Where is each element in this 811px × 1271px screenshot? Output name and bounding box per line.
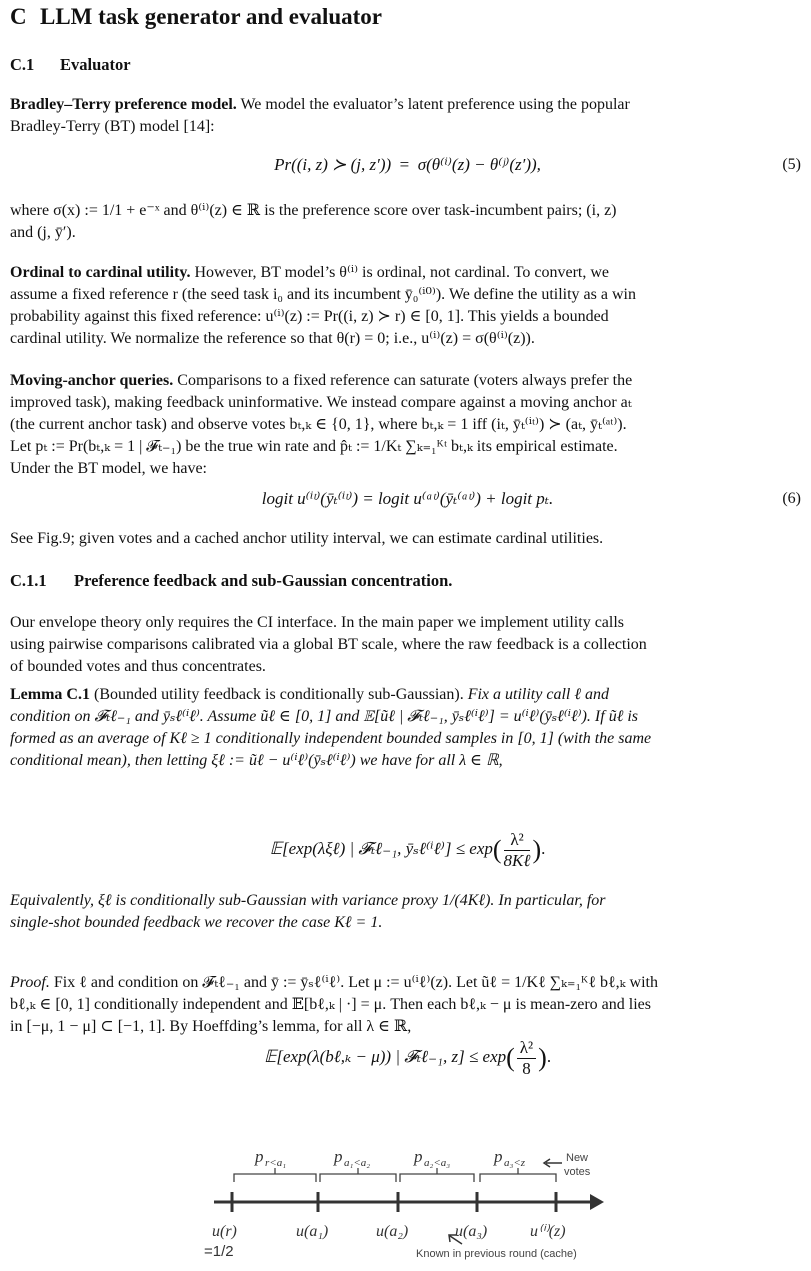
paragraph-moving-anchor: [10, 370, 805, 480]
bracket-label-p: p: [255, 1147, 264, 1166]
equation-rhs: σ(θ⁽ⁱ⁾(z) − θ⁽ʲ⁾(z′)),: [417, 155, 541, 174]
equation-number: (5): [782, 156, 801, 173]
lemma-c1: [10, 684, 805, 772]
equation-6: [10, 484, 805, 514]
fraction-numerator: λ²: [504, 830, 531, 851]
bracket-a3-z: [480, 1168, 556, 1182]
proof-text: bℓ,ₖ ∈ [0, 1] conditionally independent and 𝔼[bℓ,ₖ | ·] = μ. Then each bℓ,ₖ − μ is mean-zero and lies: [10, 996, 651, 1013]
section-heading: [10, 2, 382, 32]
paragraph-text: where σ(x) := 1/1 + e⁻ˣ and θ⁽ⁱ⁾(z) ∈ ℝ is the preference score over task-incumbent pairs; (i, z): [10, 202, 617, 219]
subsubsection-number: C.1.1: [10, 571, 47, 590]
paragraph-text: single-shot bounded feedback we recover the case Kℓ = 1.: [10, 914, 383, 931]
equation-lemma-bound: 𝔼[exp(λξℓ) | 𝓕ₜℓ₋₁, ȳₛℓ⁽ⁱℓ⁾] ≤ exp( $\frac{\text{λ²}}{\text{8Kℓ}}$ ).: [269, 829, 546, 870]
paragraph-text: We model the evaluator’s latent preference using the popular: [236, 96, 630, 113]
paragraph-see-figure: See Fig.9; given votes and a cached anchor utility interval, we can estimate cardinal utilities.: [10, 530, 604, 547]
paragraph-text: of bounded votes and thus concentrates.: [10, 658, 266, 675]
bracket-label-p: p: [334, 1147, 343, 1166]
paragraph-lead: Bradley–Terry preference model.: [10, 96, 237, 113]
paragraph-text: Our envelope theory only requires the CI interface. In the main paper we implement utility calls: [10, 614, 625, 631]
fraction-numerator: λ²: [517, 1038, 536, 1059]
equation-hoeffding: 𝔼[exp(λ(bℓ,ₖ − μ)) | 𝓕ₜℓ₋₁, z] ≤ exp( $\frac{\text{λ²}}{8}$ ).: [263, 1037, 552, 1078]
paragraph-text: Let pₜ := Pr(bₜ,ₖ = 1 | 𝓕ₜ₋₁) be the true win rate and p̂ₜ := 1/Kₜ ∑ₖ₌₁ᴷᵗ bₜ,ₖ its empirical estimate.: [10, 438, 618, 455]
fraction: [517, 1038, 536, 1079]
lemma-label: Lemma C.1: [10, 686, 90, 703]
lemma-text: conditional mean), then letting ξℓ := ũℓ − u⁽ⁱℓ⁾(ȳₛℓ⁽ⁱℓ⁾) we have for all λ ∈ ℝ,: [10, 752, 503, 769]
equation-number: (6): [782, 490, 801, 507]
bracket-label-sub: a₁<a₂: [344, 1157, 371, 1169]
fraction-denominator: 8: [522, 1058, 531, 1078]
subsubsection-title: Preference feedback and sub-Gaussian concentration.: [74, 571, 453, 590]
subsection-heading: [10, 54, 131, 76]
new-votes-label: New: [566, 1152, 589, 1164]
fraction: [504, 830, 531, 871]
tick-label: u⁽ⁱ⁾(z): [530, 1223, 566, 1240]
paragraph-ordinal: [10, 262, 805, 350]
tick-label: u(a₃): [455, 1223, 488, 1240]
equation-lhs: 𝔼[exp(λξℓ) | 𝓕ₜℓ₋₁, ȳₛℓ⁽ⁱℓ⁾] ≤ exp: [269, 839, 493, 858]
paragraph-text: assume a fixed reference r (the seed task i₀ and its incumbent ȳ₀⁽ⁱ⁰⁾). We define the utility as a win: [10, 286, 636, 303]
section-title: LLM task generator and evaluator: [40, 4, 383, 29]
paragraph-text: using pairwise comparisons calibrated via a global BT scale, where the raw feedback is a collection: [10, 636, 647, 653]
paragraph-text: cardinal utility. We normalize the reference so that θ(r) = 0; i.e., u⁽ⁱ⁾(z) = σ(θ⁽ⁱ⁾(z)).: [10, 330, 535, 347]
paragraph-text: (the current anchor task) and observe votes bₜ,ₖ ∈ {0, 1}, where bₜ,ₖ = 1 iff (iₜ, ȳₜ⁽ⁱᵗ⁾) ≻ (aₜ, ȳₜ⁽ᵃᵗ⁾).: [10, 416, 627, 433]
bracket-label-sub: a₃<z: [504, 1157, 526, 1169]
paragraph-bt-model: [10, 94, 805, 138]
paragraph-text: probability against this fixed reference: u⁽ⁱ⁾(z) := Pr((i, z) ≻ r) ∈ [0, 1]. This yields a bounded: [10, 308, 609, 325]
paragraph-text: improved task), making feedback uninformative. We instead compare against a moving anchor aₜ: [10, 394, 632, 411]
bracket-label-sub: a₂<a₃: [424, 1157, 451, 1169]
proof-text: Fix ℓ and condition on 𝓕ₜℓ₋₁ and ȳ := ȳₛℓ⁽ⁱℓ⁾. Let μ := u⁽ⁱℓ⁾(z). Let ũℓ = 1/Kℓ ∑ₖ₌₁ᴷℓ bℓ,ₖ with: [49, 974, 658, 991]
bracket-group: [234, 1168, 556, 1182]
subsection-number: C.1: [10, 55, 35, 74]
paragraph-lead: Moving-anchor queries.: [10, 372, 174, 389]
paragraph-lead: Ordinal to cardinal utility.: [10, 264, 191, 281]
bracket-a1-a2: [320, 1168, 396, 1182]
bracket-label-p: p: [414, 1147, 423, 1166]
tick-label: u(r): [212, 1223, 237, 1240]
lemma-text: condition on 𝓕ₜℓ₋₁ and ȳₛℓ⁽ⁱℓ⁾. Assume ũℓ ∈ [0, 1] and 𝔼[ũℓ | 𝓕ₜℓ₋₁, ȳₛℓ⁽ⁱℓ⁾] = u⁽ⁱℓ⁾(ȳₛℓ⁽ⁱℓ⁾). If ũℓ is: [10, 708, 639, 725]
diagram-canvas: [200, 1138, 620, 1264]
bracket-a2-a3: [400, 1168, 474, 1182]
figure-moving-anchor-diagram: [200, 1138, 620, 1264]
subsection-title: Evaluator: [60, 55, 131, 74]
tick-label: u(a₂): [376, 1223, 409, 1240]
lemma-title: (Bounded utility feedback is conditionally sub-Gaussian).: [89, 686, 464, 703]
lemma-text: Fix a utility call ℓ and: [463, 686, 609, 703]
paragraph-text: Bradley-Terry (BT) model [14]:: [10, 118, 215, 135]
new-votes-label: votes: [564, 1166, 591, 1178]
equation-5: Pr((i, z) ≻ (j, z′)) = σ(θ⁽ⁱ⁾(z) − θ⁽ʲ⁾(z′)), (5): [10, 150, 805, 180]
paragraph-envelope: [10, 612, 805, 678]
bracket-label-sub: r<a₁: [265, 1157, 287, 1169]
proof-label: Proof.: [10, 974, 50, 991]
section-number: C: [10, 4, 27, 29]
ur-value-label: =1/2: [204, 1243, 234, 1260]
cache-note: Known in previous round (cache): [416, 1248, 577, 1260]
proof-paragraph: [10, 972, 805, 1038]
paragraph-text: and (j, ȳ′).: [10, 224, 76, 241]
paragraph-text: Under the BT model, we have:: [10, 460, 207, 477]
lemma-text: formed as an average of Kℓ ≥ 1 conditionally independent bounded samples in [0, 1] (with the same: [10, 730, 652, 747]
fraction-denominator: 8Kℓ: [503, 850, 531, 870]
paragraph-where: [10, 200, 805, 244]
equation-lhs: Pr((i, z) ≻ (j, z′)): [274, 155, 392, 174]
new-votes-arrow: [544, 1159, 562, 1167]
bracket-r-a1: [234, 1168, 316, 1182]
equation-body: logit u⁽ⁱᵗ⁾(ȳₜ⁽ⁱᵗ⁾) = logit u⁽ᵃᵗ⁾(ȳₜ⁽ᵃᵗ⁾) + logit pₜ.: [261, 489, 554, 508]
proof-text: in [−μ, 1 − μ] ⊂ [−1, 1]. By Hoeffding’s lemma, for all λ ∈ ℝ,: [10, 1018, 412, 1035]
equation-lhs: 𝔼[exp(λ(bℓ,ₖ − μ)) | 𝓕ₜℓ₋₁, z] ≤ exp: [263, 1047, 507, 1066]
axis-arrowhead: [590, 1194, 604, 1210]
paragraph-text: Comparisons to a fixed reference can saturate (voters always prefer the: [173, 372, 633, 389]
paragraph-text: Equivalently, ξℓ is conditionally sub-Gaussian with variance proxy 1/(4Kℓ). In particular, for: [10, 892, 606, 909]
paragraph-text: However, BT model’s θ⁽ⁱ⁾ is ordinal, not cardinal. To convert, we: [190, 264, 609, 281]
paragraph-equivalently: [10, 890, 805, 934]
subsubsection-heading: [10, 570, 452, 592]
bracket-label-p: p: [494, 1147, 503, 1166]
tick-label: u(a₁): [296, 1223, 329, 1240]
